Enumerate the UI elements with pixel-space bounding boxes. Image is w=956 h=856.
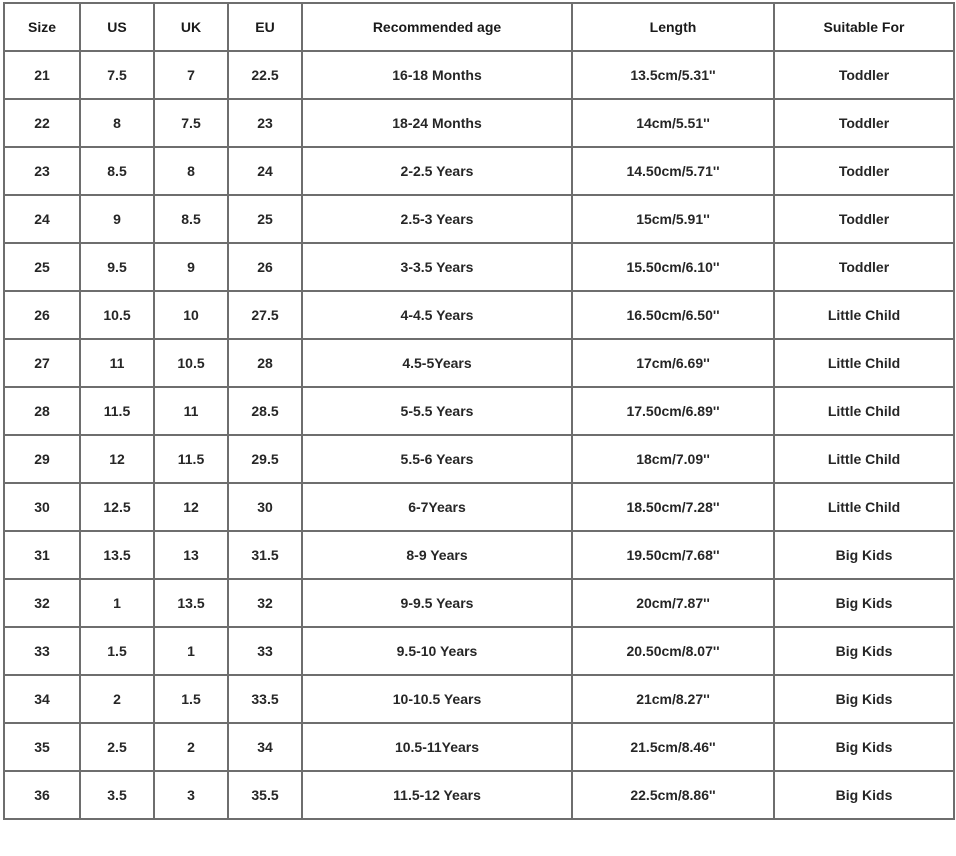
cell-recommended-age: 10-10.5 Years xyxy=(302,675,572,723)
table-row xyxy=(4,339,954,387)
cell-recommended-age: 11.5-12 Years xyxy=(302,771,572,819)
cell-us: 13.5 xyxy=(80,531,154,579)
table-row xyxy=(4,627,954,675)
cell-uk: 1.5 xyxy=(154,675,228,723)
size-chart xyxy=(3,2,953,854)
cell-eu: 34 xyxy=(228,723,302,771)
cell-eu: 35.5 xyxy=(228,771,302,819)
table-row xyxy=(4,387,954,435)
table-row xyxy=(4,291,954,339)
cell-length: 17.50cm/6.89'' xyxy=(572,387,774,435)
cell-suitable-for: Big Kids xyxy=(774,723,954,771)
cell-size: 24 xyxy=(4,195,80,243)
cell-suitable-for: Toddler xyxy=(774,243,954,291)
cell-length: 21cm/8.27'' xyxy=(572,675,774,723)
cell-us: 7.5 xyxy=(80,51,154,99)
cell-length: 18cm/7.09'' xyxy=(572,435,774,483)
header-length: Length xyxy=(572,3,774,51)
header-eu: EU xyxy=(228,3,302,51)
cell-size: 27 xyxy=(4,339,80,387)
cell-eu: 24 xyxy=(228,147,302,195)
cell-uk: 11 xyxy=(154,387,228,435)
cell-us: 9 xyxy=(80,195,154,243)
cell-uk: 7 xyxy=(154,51,228,99)
cell-uk: 1 xyxy=(154,627,228,675)
header-size: Size xyxy=(4,3,80,51)
cell-uk: 11.5 xyxy=(154,435,228,483)
cell-length: 14.50cm/5.71'' xyxy=(572,147,774,195)
cell-us: 2.5 xyxy=(80,723,154,771)
cell-length: 16.50cm/6.50'' xyxy=(572,291,774,339)
cell-us: 8 xyxy=(80,99,154,147)
cell-size: 30 xyxy=(4,483,80,531)
cell-us: 10.5 xyxy=(80,291,154,339)
cell-recommended-age: 2.5-3 Years xyxy=(302,195,572,243)
cell-suitable-for: Little Child xyxy=(774,387,954,435)
cell-eu: 31.5 xyxy=(228,531,302,579)
cell-eu: 22.5 xyxy=(228,51,302,99)
table-row xyxy=(4,675,954,723)
table-row xyxy=(4,483,954,531)
size-chart-table xyxy=(3,2,955,820)
cell-eu: 28 xyxy=(228,339,302,387)
table-row xyxy=(4,99,954,147)
cell-size: 36 xyxy=(4,771,80,819)
cell-uk: 8 xyxy=(154,147,228,195)
cell-size: 31 xyxy=(4,531,80,579)
cell-recommended-age: 18-24 Months xyxy=(302,99,572,147)
table-row xyxy=(4,243,954,291)
cell-uk: 8.5 xyxy=(154,195,228,243)
cell-recommended-age: 3-3.5 Years xyxy=(302,243,572,291)
cell-suitable-for: Big Kids xyxy=(774,627,954,675)
cell-size: 29 xyxy=(4,435,80,483)
cell-suitable-for: Little Child xyxy=(774,291,954,339)
cell-uk: 10 xyxy=(154,291,228,339)
cell-length: 20.50cm/8.07'' xyxy=(572,627,774,675)
cell-size: 33 xyxy=(4,627,80,675)
cell-uk: 2 xyxy=(154,723,228,771)
cell-length: 15.50cm/6.10'' xyxy=(572,243,774,291)
cell-size: 26 xyxy=(4,291,80,339)
cell-recommended-age: 2-2.5 Years xyxy=(302,147,572,195)
cell-uk: 9 xyxy=(154,243,228,291)
cell-suitable-for: Little Child xyxy=(774,339,954,387)
cell-size: 21 xyxy=(4,51,80,99)
cell-us: 11.5 xyxy=(80,387,154,435)
cell-recommended-age: 16-18 Months xyxy=(302,51,572,99)
cell-length: 22.5cm/8.86'' xyxy=(572,771,774,819)
cell-uk: 3 xyxy=(154,771,228,819)
cell-us: 9.5 xyxy=(80,243,154,291)
cell-suitable-for: Toddler xyxy=(774,99,954,147)
cell-eu: 32 xyxy=(228,579,302,627)
cell-eu: 27.5 xyxy=(228,291,302,339)
cell-eu: 30 xyxy=(228,483,302,531)
cell-size: 28 xyxy=(4,387,80,435)
cell-size: 35 xyxy=(4,723,80,771)
cell-eu: 33 xyxy=(228,627,302,675)
header-us: US xyxy=(80,3,154,51)
cell-uk: 10.5 xyxy=(154,339,228,387)
cell-recommended-age: 4.5-5Years xyxy=(302,339,572,387)
cell-eu: 26 xyxy=(228,243,302,291)
cell-uk: 13.5 xyxy=(154,579,228,627)
cell-uk: 12 xyxy=(154,483,228,531)
cell-eu: 33.5 xyxy=(228,675,302,723)
cell-us: 1 xyxy=(80,579,154,627)
table-row xyxy=(4,771,954,819)
cell-eu: 28.5 xyxy=(228,387,302,435)
cell-recommended-age: 8-9 Years xyxy=(302,531,572,579)
cell-recommended-age: 4-4.5 Years xyxy=(302,291,572,339)
cell-recommended-age: 5.5-6 Years xyxy=(302,435,572,483)
header-suitable-for: Suitable For xyxy=(774,3,954,51)
cell-recommended-age: 9.5-10 Years xyxy=(302,627,572,675)
cell-suitable-for: Big Kids xyxy=(774,771,954,819)
cell-us: 12 xyxy=(80,435,154,483)
table-row xyxy=(4,531,954,579)
cell-length: 17cm/6.69'' xyxy=(572,339,774,387)
table-row xyxy=(4,579,954,627)
cell-suitable-for: Toddler xyxy=(774,147,954,195)
cell-recommended-age: 10.5-11Years xyxy=(302,723,572,771)
cell-length: 21.5cm/8.46'' xyxy=(572,723,774,771)
cell-suitable-for: Little Child xyxy=(774,435,954,483)
cell-suitable-for: Little Child xyxy=(774,483,954,531)
cell-suitable-for: Big Kids xyxy=(774,531,954,579)
cell-size: 25 xyxy=(4,243,80,291)
header-recommended-age: Recommended age xyxy=(302,3,572,51)
cell-us: 8.5 xyxy=(80,147,154,195)
cell-suitable-for: Big Kids xyxy=(774,675,954,723)
cell-size: 32 xyxy=(4,579,80,627)
cell-recommended-age: 5-5.5 Years xyxy=(302,387,572,435)
cell-us: 12.5 xyxy=(80,483,154,531)
header-uk: UK xyxy=(154,3,228,51)
table-row xyxy=(4,51,954,99)
header-row xyxy=(4,3,954,51)
cell-suitable-for: Big Kids xyxy=(774,579,954,627)
cell-length: 13.5cm/5.31'' xyxy=(572,51,774,99)
cell-length: 19.50cm/7.68'' xyxy=(572,531,774,579)
cell-length: 20cm/7.87'' xyxy=(572,579,774,627)
cell-uk: 13 xyxy=(154,531,228,579)
cell-length: 15cm/5.91'' xyxy=(572,195,774,243)
cell-eu: 29.5 xyxy=(228,435,302,483)
cell-size: 34 xyxy=(4,675,80,723)
cell-size: 22 xyxy=(4,99,80,147)
cell-length: 14cm/5.51'' xyxy=(572,99,774,147)
cell-size: 23 xyxy=(4,147,80,195)
cell-length: 18.50cm/7.28'' xyxy=(572,483,774,531)
cell-eu: 23 xyxy=(228,99,302,147)
table-row xyxy=(4,723,954,771)
cell-uk: 7.5 xyxy=(154,99,228,147)
table-row xyxy=(4,435,954,483)
cell-eu: 25 xyxy=(228,195,302,243)
cell-suitable-for: Toddler xyxy=(774,51,954,99)
cell-us: 3.5 xyxy=(80,771,154,819)
table-row xyxy=(4,147,954,195)
table-row xyxy=(4,195,954,243)
cell-us: 1.5 xyxy=(80,627,154,675)
cell-suitable-for: Toddler xyxy=(774,195,954,243)
cell-recommended-age: 6-7Years xyxy=(302,483,572,531)
cell-recommended-age: 9-9.5 Years xyxy=(302,579,572,627)
cell-us: 11 xyxy=(80,339,154,387)
cell-us: 2 xyxy=(80,675,154,723)
